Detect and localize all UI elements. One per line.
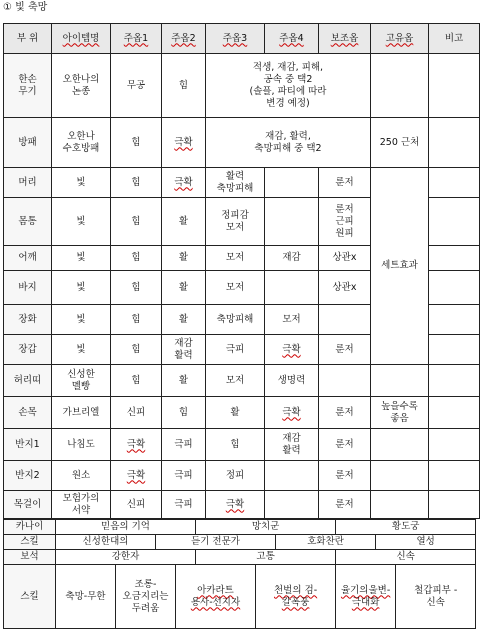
skill-detail-cell: 철갑피부 - 신속 [396,565,476,629]
skill-detail-cell: 축망-무한 [56,565,116,629]
stat-cell [265,491,319,519]
item-name-cell: 빛 [52,168,111,198]
stat-cell: 활 [162,365,206,397]
skill-cell: 듣기 전문가 [156,535,276,550]
stat-cell: 극피 [162,491,206,519]
stat-cell: 신피 [111,397,162,429]
stat-cell: 힘 [111,168,162,198]
unique-cell [371,54,429,118]
table-row [4,461,480,491]
note-cell [429,365,480,397]
item-name-cell: 가브리엘 [52,397,111,429]
slot-cell: 장화 [4,305,52,335]
stat-cell [319,305,371,335]
skill-detail-cell: 조롱- 오금지리는 두려움 [116,565,176,629]
stat-cell: 극피 [206,335,265,365]
set-effect-cell: 세트효과 [371,168,429,365]
item-name-cell: 빛 [52,246,111,271]
note-cell [429,305,480,335]
stat-cell: 재감, 활력, 축망피해 중 택2 [206,118,371,168]
stat-cell: 힘 [111,198,162,246]
stat-cell: 상관x [319,246,371,271]
header-cell: 부 위 [4,24,52,54]
kanai-row [4,520,483,535]
note-cell [429,429,480,461]
note-cell [429,397,480,429]
header-cell: 비고 [429,24,480,54]
table-row [4,491,480,519]
skill-detail-cell: 율기의울변- 극대화 [336,565,396,629]
header-cell: 보조옵 [319,24,371,54]
header-cell: 아이템명 [52,24,111,54]
unique-cell [371,461,429,491]
slot-cell: 장갑 [4,335,52,365]
header-cell: 주옵4 [265,24,319,54]
stat-cell [265,461,319,491]
slot-cell: 손목 [4,397,52,429]
stat-cell: 신피 [111,491,162,519]
gem-label: 보석 [4,550,56,565]
stat-cell: 힘 [111,118,162,168]
skill-cell: 호화찬란 [276,535,376,550]
skill-detail-cell: 천벌의 검- 칼폭풍 [256,565,336,629]
stat-cell: 재감 활력 [162,335,206,365]
table-row [4,168,480,198]
slot-cell: 한손 무기 [4,54,52,118]
stat-cell: 정피감 모저 [206,198,265,246]
slot-cell: 허리띠 [4,365,52,397]
stat-cell: 힘 [111,335,162,365]
gem-row [4,550,483,565]
stat-cell: 극확 [265,397,319,429]
item-name-cell: 빛 [52,198,111,246]
slot-cell: 머리 [4,168,52,198]
item-name-cell: 모험가의 서약 [52,491,111,519]
stat-cell: 상관x [319,271,371,305]
stat-cell: 룬저 [319,335,371,365]
stat-cell: 모저 [206,271,265,305]
note-cell [429,246,480,271]
stat-cell [265,168,319,198]
slot-cell: 반지2 [4,461,52,491]
header-cell: 고유옵 [371,24,429,54]
stat-cell: 극피 [162,461,206,491]
skill-detail-cell: 아카라트 용사-선지자 [176,565,256,629]
table-row [4,365,480,397]
build-summary-table [3,519,483,629]
stat-cell: 룬저 [319,429,371,461]
stat-cell: 극확 [111,429,162,461]
item-name-cell: 원소 [52,461,111,491]
kanai-label: 카나이 [4,520,56,535]
skill-detail-row [4,565,483,629]
slot-cell: 몸통 [4,198,52,246]
item-name-cell: 신성한 멜빵 [52,365,111,397]
skill-row [4,535,483,550]
skill-detail-label: 스킬 [4,565,56,629]
stat-cell: 힘 [111,246,162,271]
table-row [4,118,480,168]
skill-cell: 신성한대의 [56,535,156,550]
stat-cell: 극확 [265,335,319,365]
stat-cell: 룬저 [319,168,371,198]
stat-cell: 힘 [206,429,265,461]
stat-cell: 극확 [162,118,206,168]
unique-cell [371,491,429,519]
skill-cell: 열성 [376,535,476,550]
note-cell [429,461,480,491]
slot-cell: 반지1 [4,429,52,461]
note-cell [429,198,480,246]
stat-cell: 활 [162,198,206,246]
stat-cell: 극확 [206,491,265,519]
gem-cell: 고통 [196,550,336,565]
item-name-cell: 오한나 수호방패 [52,118,111,168]
stat-cell: 극피 [162,429,206,461]
gem-cell: 신속 [336,550,476,565]
kanai-cell: 황도궁 [336,520,476,535]
stat-cell: 모저 [206,246,265,271]
stat-cell: 재감 [265,246,319,271]
table-row [4,397,480,429]
stat-cell: 힘 [111,365,162,397]
unique-cell [371,365,429,397]
equipment-table [3,23,480,519]
stat-cell: 힘 [111,271,162,305]
stat-cell: 극확 [111,461,162,491]
table-row [4,54,480,118]
stat-cell: 힘 [111,305,162,335]
stat-cell [265,198,319,246]
unique-cell: 250 근처 [371,118,429,168]
section-title: ① 빛 축망 [3,2,48,13]
item-name-cell: 오한나의 논종 [52,54,111,118]
stat-cell: 활 [162,271,206,305]
stat-cell: 활 [162,246,206,271]
item-name-cell: 나침도 [52,429,111,461]
item-name-cell: 빛 [52,305,111,335]
stat-cell [319,365,371,397]
header-cell: 주옵1 [111,24,162,54]
stat-cell: 룬저 근피 원피 [319,198,371,246]
note-cell [429,54,480,118]
slot-cell: 바지 [4,271,52,305]
slot-cell: 방패 [4,118,52,168]
note-cell [429,118,480,168]
stat-cell: 룬저 [319,461,371,491]
stat-cell [265,271,319,305]
stat-cell: 축망피해 [206,305,265,335]
note-cell [429,491,480,519]
skill-label: 스킬 [4,535,56,550]
note-cell [429,168,480,198]
stat-cell: 룬저 [319,397,371,429]
stat-cell: 무공 [111,54,162,118]
kanai-cell: 믿음의 기억 [56,520,196,535]
stat-cell: 적생, 재감, 피해, 공속 중 택2 (솔플, 파티에 따라 변경 예정) [206,54,371,118]
stat-cell: 힘 [162,54,206,118]
unique-cell [371,429,429,461]
stat-cell: 활 [206,397,265,429]
stat-cell: 모저 [206,365,265,397]
stat-cell: 활력 축망피해 [206,168,265,198]
header-cell: 주옵3 [206,24,265,54]
note-cell [429,335,480,365]
header-cell: 주옵2 [162,24,206,54]
slot-cell: 어깨 [4,246,52,271]
item-name-cell: 빛 [52,335,111,365]
stat-cell: 모저 [265,305,319,335]
stat-cell: 룬저 [319,491,371,519]
table-header-row [4,24,480,54]
stat-cell: 힘 [162,397,206,429]
stat-cell: 정피 [206,461,265,491]
unique-cell: 높을수록 좋음 [371,397,429,429]
stat-cell: 극확 [162,168,206,198]
stat-cell: 재감 활력 [265,429,319,461]
table-row [4,429,480,461]
stat-cell: 생명력 [265,365,319,397]
kanai-cell: 망치군 [196,520,336,535]
slot-cell: 목걸이 [4,491,52,519]
gem-cell: 강한자 [56,550,196,565]
stat-cell: 활 [162,305,206,335]
item-name-cell: 빛 [52,271,111,305]
note-cell [429,271,480,305]
